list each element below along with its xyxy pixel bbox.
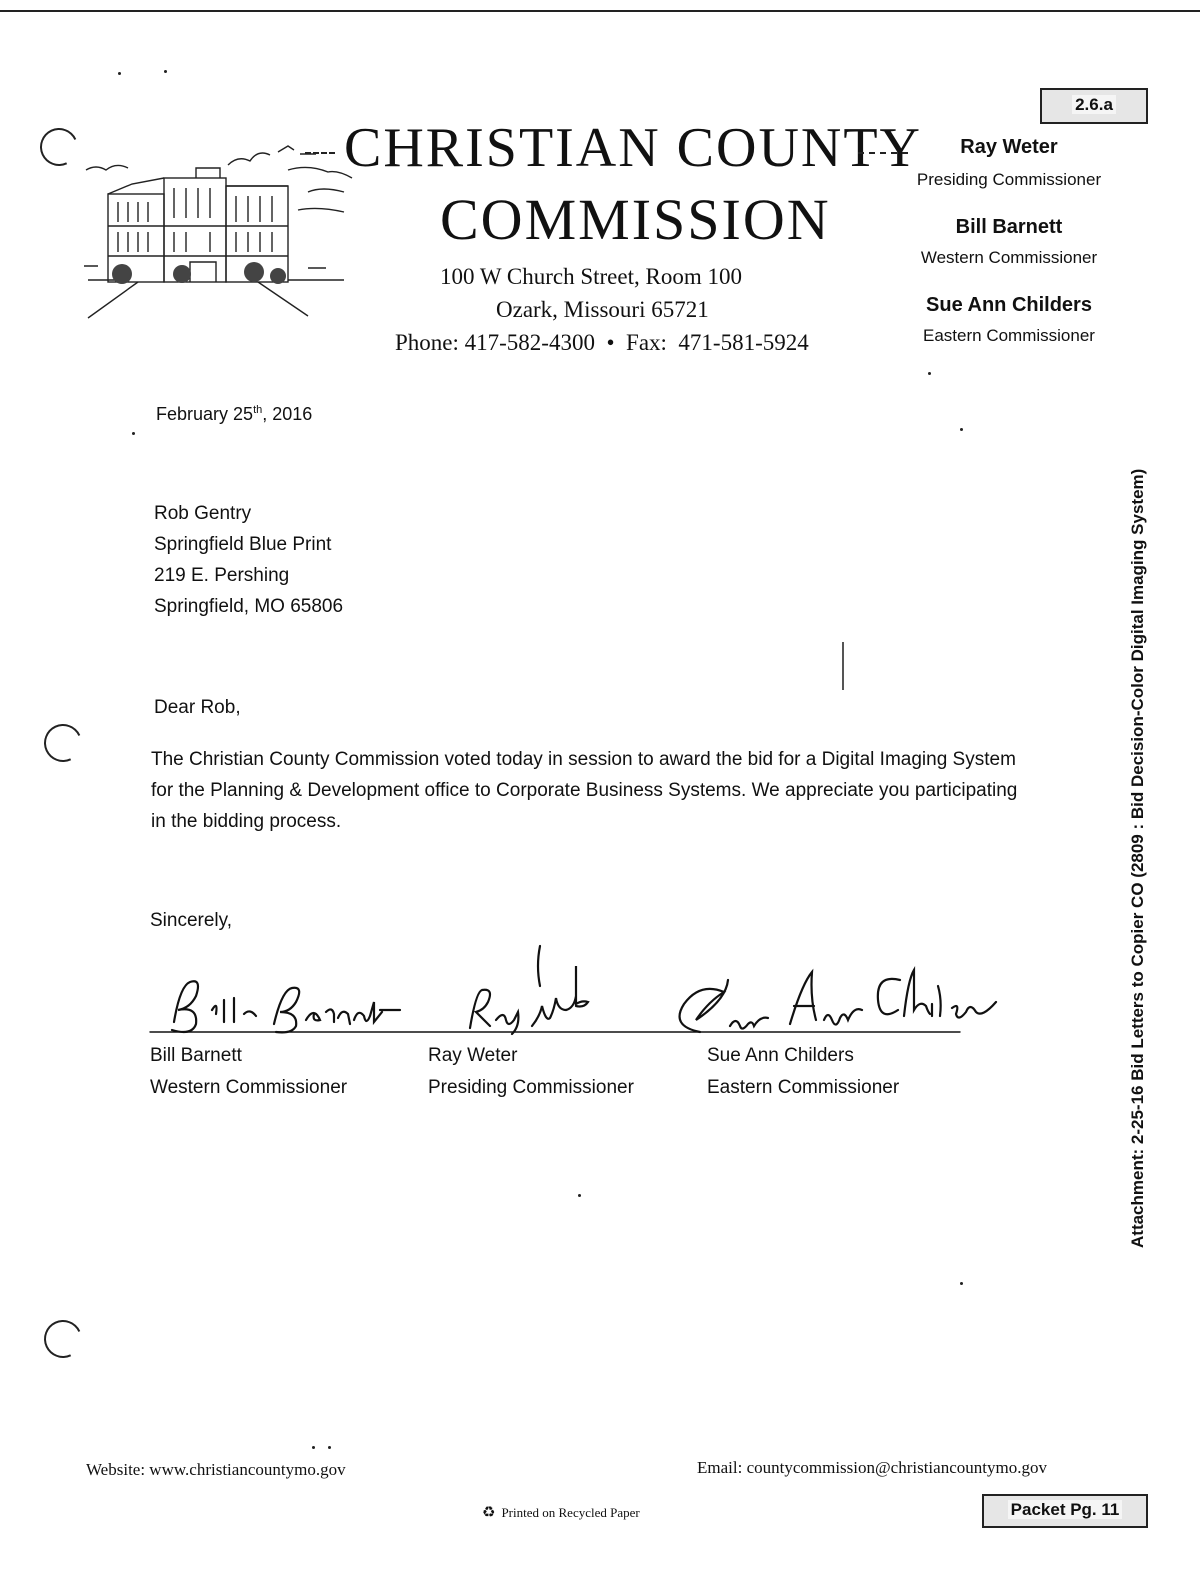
address-line2: Ozark, Missouri 65721: [496, 297, 709, 322]
scan-speck: [960, 428, 963, 431]
signer-role: Presiding Commissioner: [428, 1077, 634, 1098]
hole-punch-mark: [35, 123, 84, 172]
scan-speck: [312, 1446, 315, 1449]
scan-speck: [960, 1282, 963, 1285]
scan-speck: [118, 72, 121, 75]
title-flourish-left: [305, 152, 335, 154]
recycled-note: [482, 1503, 640, 1522]
salutation: Dear Rob,: [154, 697, 241, 718]
scan-line-artifact: [842, 642, 844, 690]
address-line1: 100 W Church Street, Room 100: [440, 264, 742, 289]
scan-speck: [928, 372, 931, 375]
fax-label: Fax:: [626, 330, 667, 355]
attachment-side-note: Attachment: 2-25-16 Bid Letters to Copier CO (2809 : Bid Decision-Color Digital Imaging System): [1128, 468, 1147, 1248]
recipient-block: [154, 498, 343, 622]
packet-page-badge: [982, 1494, 1148, 1528]
commissioner-role: Western Commissioner: [920, 248, 1098, 267]
footer-website: Website: www.christiancountymo.gov: [86, 1460, 346, 1479]
date-ordinal: th: [253, 404, 263, 416]
commissioner-name: Sue Ann Childers: [926, 294, 1092, 316]
scan-speck: [164, 70, 167, 73]
date-month-day: February 25: [156, 404, 254, 424]
signature-ray-weter: [470, 990, 490, 1028]
scan-speck: [132, 432, 135, 435]
closing: Sincerely,: [150, 910, 233, 931]
signer-block: [707, 1040, 899, 1104]
signer-block: [150, 1040, 347, 1104]
separator-bullet: •: [606, 330, 615, 355]
signer-name: Ray Weter: [428, 1045, 518, 1066]
phone-label: Phone:: [395, 330, 459, 355]
recycled-text: Printed on Recycled Paper: [501, 1504, 640, 1520]
scan-speck: [328, 1446, 331, 1449]
signature-sue-ann-childers: [680, 980, 728, 1032]
signature-bill-barnett: [172, 981, 198, 1032]
letter-body: The Christian County Commission voted today in session to award the bid for a Digital Imaging System for the Planning & Development office to Corporate Business Systems. We appreciate you participating in the bidding process.: [151, 749, 1018, 832]
commissioner-role: Presiding Commissioner: [916, 170, 1102, 189]
recipient-city: Springfield, MO 65806: [154, 596, 344, 617]
phone-fax-line: [395, 330, 809, 356]
recipient-street: 219 E. Pershing: [154, 565, 290, 586]
scan-speck: [578, 1194, 581, 1197]
recycle-icon: ♻: [482, 1505, 496, 1521]
courthouse-logo: [78, 130, 368, 320]
date-year: , 2016: [262, 404, 313, 424]
hole-punch-mark: [39, 719, 88, 768]
signer-role: Eastern Commissioner: [707, 1077, 900, 1098]
phone-number: 417-582-4300: [464, 330, 595, 355]
commissioner-name: Ray Weter: [960, 136, 1058, 158]
signer-block: [428, 1040, 634, 1104]
commissioner-role: Eastern Commissioner: [923, 326, 1095, 345]
recipient-company: Springfield Blue Print: [154, 534, 332, 555]
signer-name: Bill Barnett: [150, 1045, 242, 1066]
packet-page-label: Packet Pg. 11: [1008, 1500, 1123, 1519]
recipient-name: Rob Gentry: [154, 503, 252, 524]
footer-email: Email: countycommission@christiancountymo.gov: [697, 1458, 1047, 1477]
attachment-badge: [1040, 88, 1148, 124]
attachment-badge-label: 2.6.a: [1072, 95, 1116, 114]
hole-punch-mark: [39, 1315, 88, 1364]
letter-date: [156, 404, 312, 425]
top-rule: [0, 10, 1200, 12]
letterhead-title-line2: COMMISSION: [440, 187, 831, 252]
fax-number: 471-581-5924: [678, 330, 809, 355]
signer-role: Western Commissioner: [150, 1077, 348, 1098]
commissioner-name: Bill Barnett: [955, 216, 1063, 238]
letterhead-title-line1: CHRISTIAN COUNTY: [344, 117, 922, 179]
signatures: [140, 940, 1040, 1040]
signer-name: Sue Ann Childers: [707, 1045, 854, 1066]
